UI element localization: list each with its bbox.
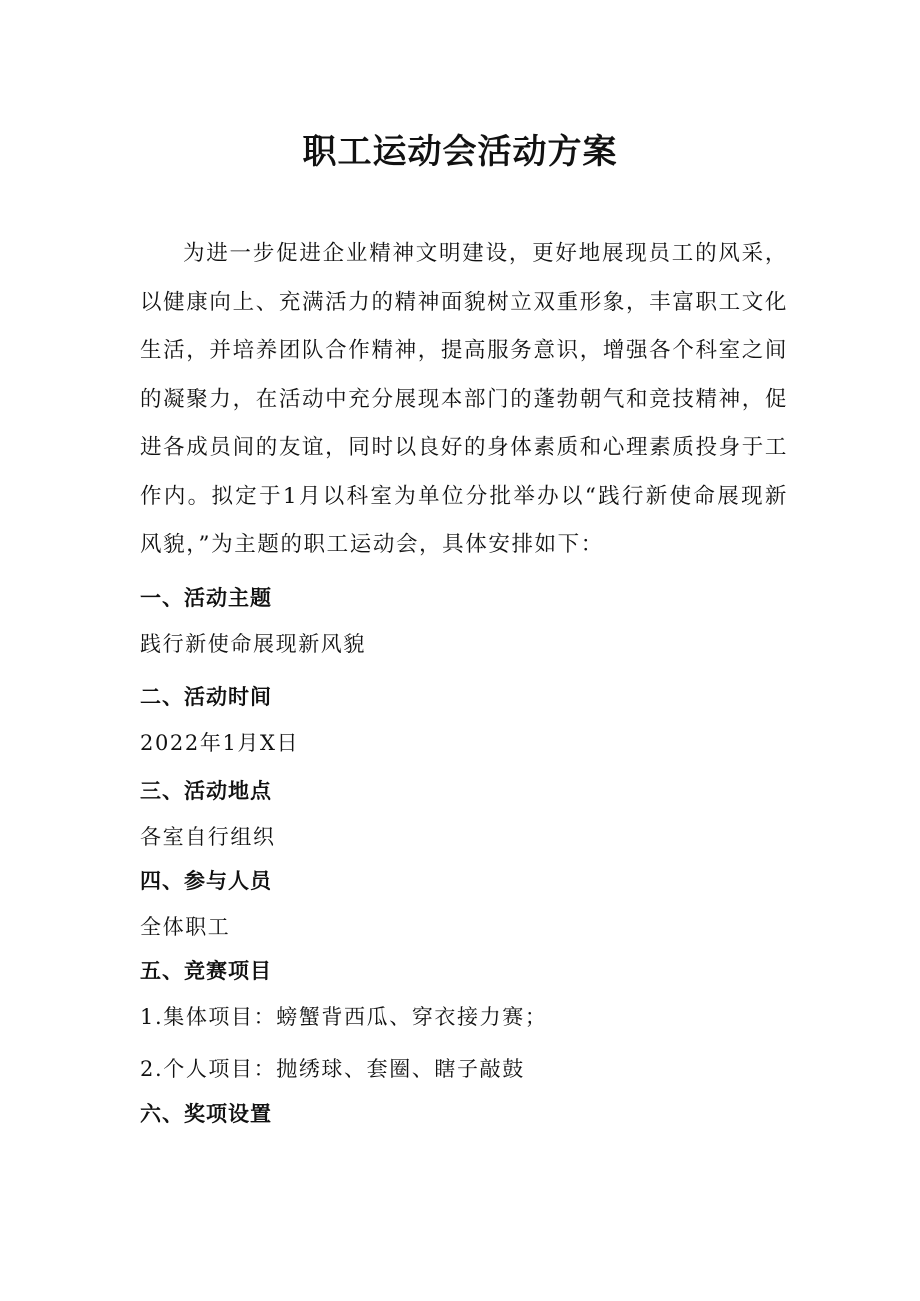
- section-events: [140, 956, 820, 1084]
- event-item-group: 1.集体项目：螃蟹背西瓜、穿衣接力赛；: [140, 1005, 548, 1029]
- section-body-theme: 践行新使命展现新风貌: [140, 632, 366, 656]
- section-location: [140, 776, 820, 852]
- event-item-individual: 2.个人项目：抛绣球、套圈、瞎子敲鼓: [140, 1057, 525, 1081]
- document-title: 职工运动会活动方案: [302, 132, 618, 172]
- section-theme: [140, 583, 820, 659]
- section-time: [140, 682, 820, 758]
- section-heading-awards: 六、奖项设置: [140, 1102, 272, 1126]
- section-awards: [140, 1099, 820, 1129]
- section-heading-time: 二、活动时间: [140, 685, 272, 709]
- section-body-time: 2022年1月X日: [140, 731, 300, 755]
- section-participants: [140, 866, 820, 942]
- section-body-participants: 全体职工: [140, 915, 231, 939]
- section-heading-theme: 一、活动主题: [140, 586, 272, 610]
- section-heading-participants: 四、参与人员: [140, 869, 272, 893]
- section-heading-location: 三、活动地点: [140, 779, 272, 803]
- section-heading-events: 五、竞赛项目: [140, 959, 272, 983]
- section-body-location: 各室自行组织: [140, 825, 276, 849]
- intro-paragraph: 为进一步促进企业精神文明建设，更好地展现员工的风采，以健康向上、充满活力的精神面貌树立双重形象，丰富职工文化生活，并培养团队合作精神，提高服务意识，增强各个科室之间的凝聚力，在活动中充分展现本部门的蓬勃朝气和竞技精神，促进各成员间的友谊，同时以良好的身体素质和心理素质投身于工作内。拟定于1月以科室为单位分批举办以“践行新使命展现新风貌，”为主题的职工运动会，具体安排如下：: [140, 241, 788, 557]
